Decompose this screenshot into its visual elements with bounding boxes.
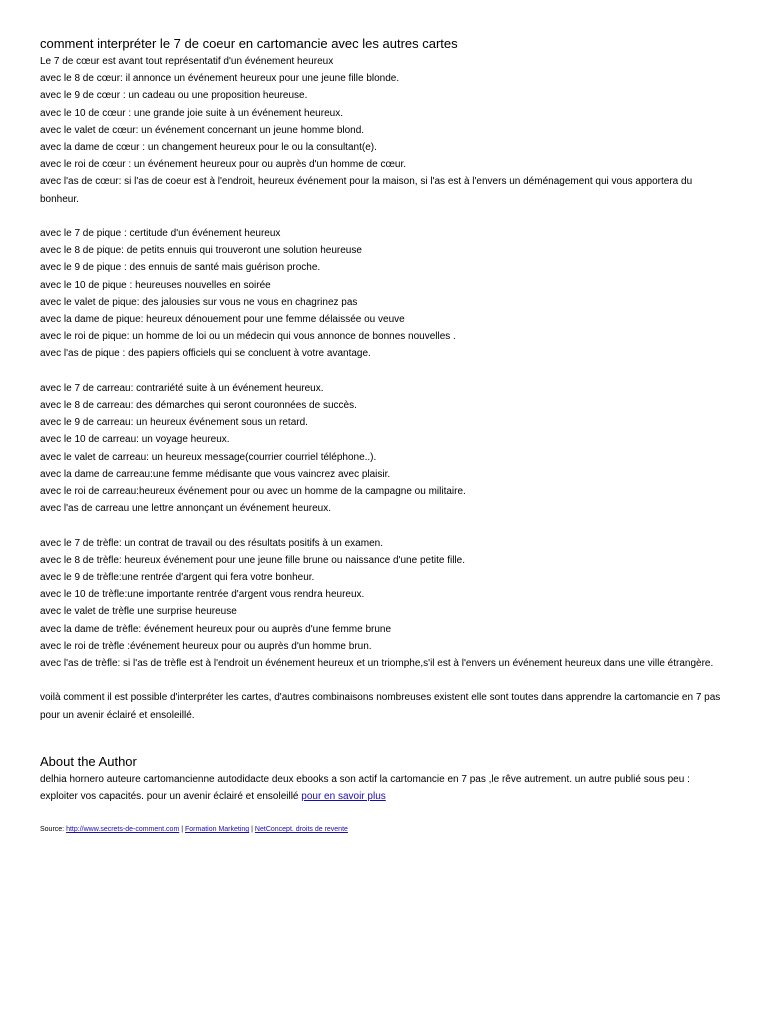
conclusion-section: [40, 689, 730, 723]
source-label: Source:: [40, 826, 67, 834]
pique-line: avec le 7 de pique : certitude d'un événement heureux: [40, 228, 281, 240]
coeur-line: avec la dame de cœur : un changement heureux pour le ou la consultant(e).: [40, 142, 377, 154]
author-bio: [40, 771, 730, 805]
coeur-line: avec le roi de cœur : un événement heureux pour ou auprès d'un homme de cœur.: [40, 159, 406, 171]
spacer: [40, 208, 730, 225]
trefle-line: avec le 8 de trèfle: heureux événement pour une jeune fille brune ou naissance d'une petite fille.: [40, 554, 465, 566]
pique-line: avec le valet de pique: des jalousies sur vous ne vous en chagrinez pas: [40, 296, 358, 308]
carreau-line: avec le 9 de carreau: un heureux événement sous un retard.: [40, 417, 308, 429]
carreau-line: avec le valet de carreau: un heureux message(courrier courriel téléphone..).: [40, 451, 377, 463]
source-separator: |: [249, 826, 255, 834]
article-title: comment interpréter le 7 de coeur en cartomancie avec les autres cartes: [40, 36, 458, 51]
pique-line: avec le 10 de pique : heureuses nouvelles en soirée: [40, 279, 271, 291]
trefle-line: avec le roi de trèfle :événement heureux pour ou auprès d'un homme brun.: [40, 640, 372, 652]
carreau-section: [40, 380, 730, 518]
formation-marketing-link[interactable]: Formation Marketing: [185, 826, 250, 834]
conclusion-line: pour un avenir éclairé et ensoleillé.: [40, 709, 195, 721]
trefle-line: avec le 7 de trèfle: un contrat de travail ou des résultats positifs à un examen.: [40, 537, 383, 549]
conclusion-line: voilà comment il est possible d'interpréter les cartes, d'autres combinaisons nombreuses existent elle sont toutes dans apprendre la cartomancie en 7 pas: [40, 692, 721, 704]
carreau-line: avec la dame de carreau:une femme médisante que vous vaincrez avec plaisir.: [40, 468, 391, 480]
spacer: [40, 672, 730, 689]
spacer: [40, 363, 730, 380]
trefle-line: avec le 10 de trèfle:une importante rentrée d'argent vous rendra heureux.: [40, 589, 365, 601]
source-footer: [40, 825, 730, 835]
carreau-line: avec l'as de carreau une lettre annonçant un événement heureux.: [40, 503, 331, 515]
carreau-line: avec le 8 de carreau: des démarches qui seront couronnées de succès.: [40, 400, 357, 412]
trefle-line: avec le valet de trèfle une surprise heureuse: [40, 606, 237, 618]
netconcept-link[interactable]: NetConcept. droits de revente: [254, 826, 348, 834]
source-separator: |: [179, 826, 185, 834]
pique-section: [40, 225, 730, 363]
author-heading: About the Author: [40, 753, 137, 769]
coeur-section: [40, 70, 730, 208]
carreau-line: avec le 7 de carreau: contrariété suite à un événement heureux.: [40, 382, 324, 394]
coeur-line: avec le 10 de cœur : une grande joie suite à un événement heureux.: [40, 107, 343, 119]
spacer: [40, 724, 730, 754]
article-body: [40, 36, 730, 835]
coeur-line: avec le 9 de cœur : un cadeau ou une proposition heureuse.: [40, 90, 308, 102]
coeur-line: avec le 8 de cœur: il annonce un événement heureux pour une jeune fille blonde.: [40, 73, 400, 85]
pique-line: avec l'as de pique : des papiers officiels qui se concluent à votre avantage.: [40, 348, 371, 360]
pique-line: avec le 8 de pique: de petits ennuis qui trouveront une solution heureuse: [40, 245, 362, 257]
author-section: [40, 754, 730, 805]
trefle-line: avec l'as de trèfle: si l'as de trèfle est à l'endroit un événement heureux et un triomphe,s'il est à l'envers un événement heureux dans une ville étrangère.: [40, 658, 714, 670]
coeur-line: avec le valet de cœur: un événement concernant un jeune homme blond.: [40, 124, 365, 136]
trefle-section: [40, 535, 730, 673]
pique-line: avec le 9 de pique : des ennuis de santé mais guérison proche.: [40, 262, 321, 274]
intro-line: Le 7 de cœur est avant tout représentatif d'un événement heureux: [40, 56, 334, 67]
more-info-link[interactable]: pour en savoir plus: [301, 791, 386, 803]
pique-line: avec la dame de pique: heureux dénouement pour une femme délaissée ou veuve: [40, 314, 405, 326]
carreau-line: avec le roi de carreau:heureux événement pour ou avec un homme de la campagne ou militaire.: [40, 486, 466, 498]
trefle-line: avec la dame de trèfle: événement heureux pour ou auprès d'une femme brune: [40, 623, 392, 635]
trefle-line: avec le 9 de trèfle:une rentrée d'argent qui fera votre bonheur.: [40, 572, 315, 584]
pique-line: avec le roi de pique: un homme de loi ou un médecin qui vous annonce de bonnes nouvelles .: [40, 331, 456, 343]
coeur-line: avec l'as de cœur: si l'as de coeur est à l'endroit, heureux événement pour la maison, si l'as est à l'envers un déménagement qui vous apportera du bonheur.: [40, 176, 693, 205]
carreau-line: avec le 10 de carreau: un voyage heureux.: [40, 434, 230, 446]
author-bio-text: delhia hornero auteure cartomancienne autodidacte deux ebooks a son actif la cartomancie en 7 pas ,le rêve autrement. un autre publié sous peu : exploiter vos capacités. pour un avenir éclairé et ensoleillé: [40, 773, 690, 803]
spacer: [40, 517, 730, 534]
source-url-link[interactable]: http://www.secrets-de-comment.com: [66, 826, 180, 834]
